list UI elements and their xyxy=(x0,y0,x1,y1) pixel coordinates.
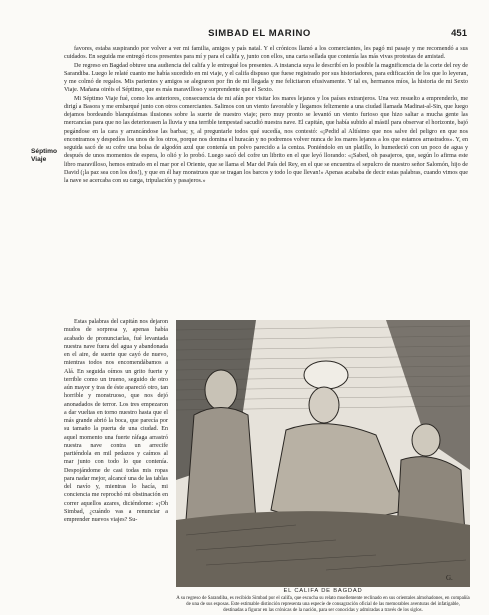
paragraph: De regreso en Bagdad obtuve una audiencia del califa y le entregué los presentes. A instancia suya le describí en lo posible la magnificencia de la corte del rey de Sarandiba. Luego le relaté cuanto me había sucedido en mi viaje, y el califa dispuso que fuese registrado por sus historiadores, para edificación de los que lo leyeran, y me colmó de regalos. Mis parientes y amigos se alegraron por fin de mi llegada y me felicitaron efusivamente. Y tal es, hermanos míos, la historia de mi Sexto Viaje. Mañana oiréis el Séptimo, que es más maravilloso y sorprendente que el Sexto. xyxy=(64,62,468,94)
section-side-heading: Séptimo Viaje xyxy=(31,148,58,163)
engraving-drawing xyxy=(176,320,470,587)
paragraph: favores, estaba suspirando por volver a ver mi familia, amigos y país natal. Y el crónicos llamó a los comerciantes, les pagó mi pasaje y me recomendó a sus cuidados. En seguida me entregó ricos presentes para mí y para el califa y, junto con ellos, una carta sellada que contenía las más vivas protestas de amistad. xyxy=(64,46,468,61)
paragraph: Estas palabras del capitán nos dejaron mudos de sorpresa y, apenas había acabado de pronunciarlas, fué levantada nuestra nave fuera del agua y abandonada en el aire, de suerte que cayó de nuevo, mientras todos nos encomendábamos a Alá. En seguida oímos un grito fuerte y terrible como un trueno, seguido de otro aún mayor y tras de éste apareció otro, tan horrible y monstruoso, que nos dejó anonadados de terror. Los tres empezaron a dar vueltas en torno nuestro hasta que el más grande abrió la boca, que parecía por su tamaño la puerta de una ciudad. En aquel momento una fuerte ráfaga arrastró nuestra nave contra un arrecife partiéndola en mil pedazos y caímos al mar junto con todo lo que contenía. Despojándome de casi todas mis ropas para nadar mejor, alcancé una de las tablas del navío y, mientras lo hacía, mi conciencia me reprochó mi obstinación en correr aquellos azares, diciéndome: «¡Oh Simbad, ¿cuándo vas a renunciar a emprender nuevos viajes? Su- xyxy=(64,319,168,523)
main-text-block xyxy=(64,45,468,185)
paragraph: Mi Séptimo Viaje fué, como los anteriores, consecuencia de mi afán por visitar los mares lejanos y los países extranjeros. Una vez resuelto a emprenderlo, me dirigí a Basora y me embarqué junto con otros comerciantes. Salimos con un viento favorable y llegamos felizmente a una ciudad llamada Madinat-al-Sin, que luego dejamos bordeando blanquísimas ilusiones sobre la suerte de nuestro viaje; pero muy pronto se levantó un viento furioso que hizo saltar a mucha gente las mercancías para que no las deteriorasen la lluvia y una terrible tempestad sacudió nuestra nave. El capitán, que había subido al mástil para observar el horizonte, bajó pegándose en la cara y arrancándose las barbas; y, al preguntarle todos qué sucedía, nos contestó: «¡Pedid al Altísimo que nos salve del peligro en que nos encontramos y despedíos los unos de los otros, porque nos domina el huracán y no podremos volver nunca de los mares lejanos a los que estamos arrastrados». Y, en seguida sacó de su cofre una bolsa de algodón azul que contenía un polvo parecido a la ceniza. Poniéndolo en un platillo, lo humedeció con un poco de agua y después de unos momentos de espera, lo olió y lo probó. Luego sacó del cofre un librito en el que leyó llorando: «¡Sabed, oh pasajeros, que, según lo afirma este libro maravilloso, hemos entrado en el mar por el Oriente, que se llama el Mar del País del Rey, en el que se encuentra el sepulcro de nuestro señor Salomón, hijo de David (¡la paz sea con los dos!), y que en él hay monstruos que se tragan los barcos y todo lo que llevan!» Apenas acababa de decir estas palabras, cuando vimos que la nave se acercaba con su carga, tripulación y pasajeros.» xyxy=(64,95,468,184)
illustration-caption-text: A su regreso de Sarandiba, es recibido Simbad por el califa, que escucha su relato muellemente reclinado en sus orientales almohadones, en compañía de una de sus esposas. Este estimable distinción representa una especie de consagración oficial de las memorables aventuras del infatigable, destinadas a figurar en las crónicas de la nación, para ser conocidas y admiradas a través de los siglos. xyxy=(176,596,470,613)
narrow-text-column xyxy=(64,318,168,524)
caliph-engraving xyxy=(176,320,470,587)
page-number: 451 xyxy=(451,28,467,39)
illustration-caption-title: EL CALIFA DE BAGDAD xyxy=(283,588,363,594)
running-title: SIMBAD EL MARINO xyxy=(208,28,311,39)
engraver-signature: G. xyxy=(446,574,453,582)
page-header xyxy=(52,28,467,42)
